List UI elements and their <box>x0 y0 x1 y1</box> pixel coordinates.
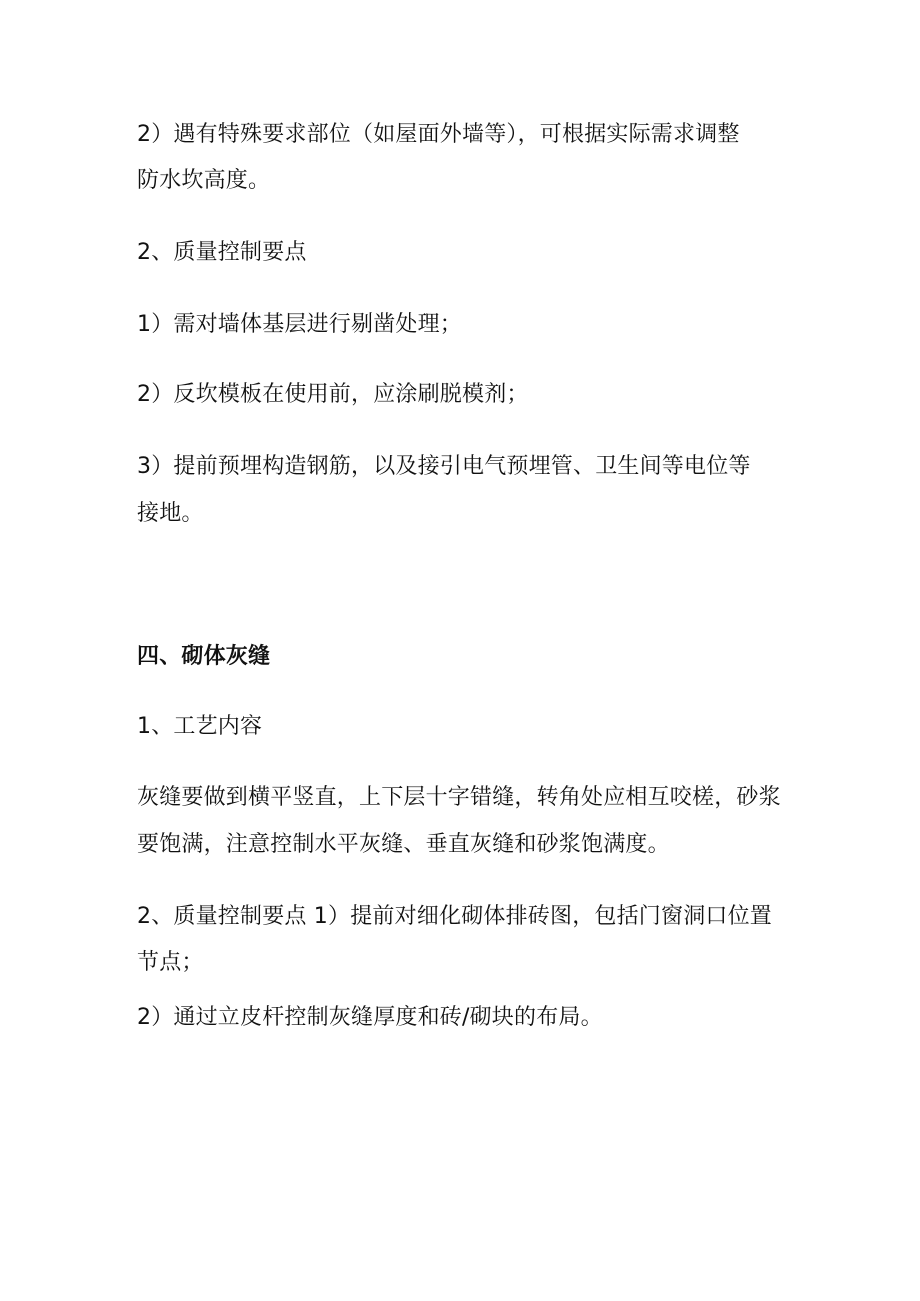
paragraph-line: 接地。 <box>137 501 204 526</box>
paragraph-line: 要饱满，注意控制水平灰缝、垂直灰缝和砂浆饱满度。 <box>137 832 670 857</box>
paragraph-line: 节点； <box>137 950 204 975</box>
section-subheading: 2、质量控制要点 <box>137 240 307 265</box>
paragraph-line: 2、质量控制要点 1）提前对细化砌体排砖图，包括门窗洞口位置 <box>137 904 772 929</box>
paragraph-line: 防水坎高度。 <box>137 168 271 193</box>
paragraph-line: 1）需对墙体基层进行剔凿处理； <box>137 312 462 337</box>
paragraph-line: 2）遇有特殊要求部位（如屋面外墙等），可根据实际需求调整 <box>137 122 740 147</box>
section-heading: 四、砌体灰缝 <box>137 644 271 669</box>
paragraph-line: 灰缝要做到横平竖直，上下层十字错缝，转角处应相互咬槎，砂浆 <box>137 785 781 810</box>
paragraph-line: 2）反坎模板在使用前，应涂刷脱模剂； <box>137 382 529 407</box>
paragraph-line: 3）提前预埋构造钢筋，以及接引电气预埋管、卫生间等电位等 <box>137 454 751 479</box>
paragraph-line: 2）通过立皮杆控制灰缝厚度和砖/砌块的布局。 <box>137 1005 603 1030</box>
section-subheading: 1、工艺内容 <box>137 714 263 739</box>
